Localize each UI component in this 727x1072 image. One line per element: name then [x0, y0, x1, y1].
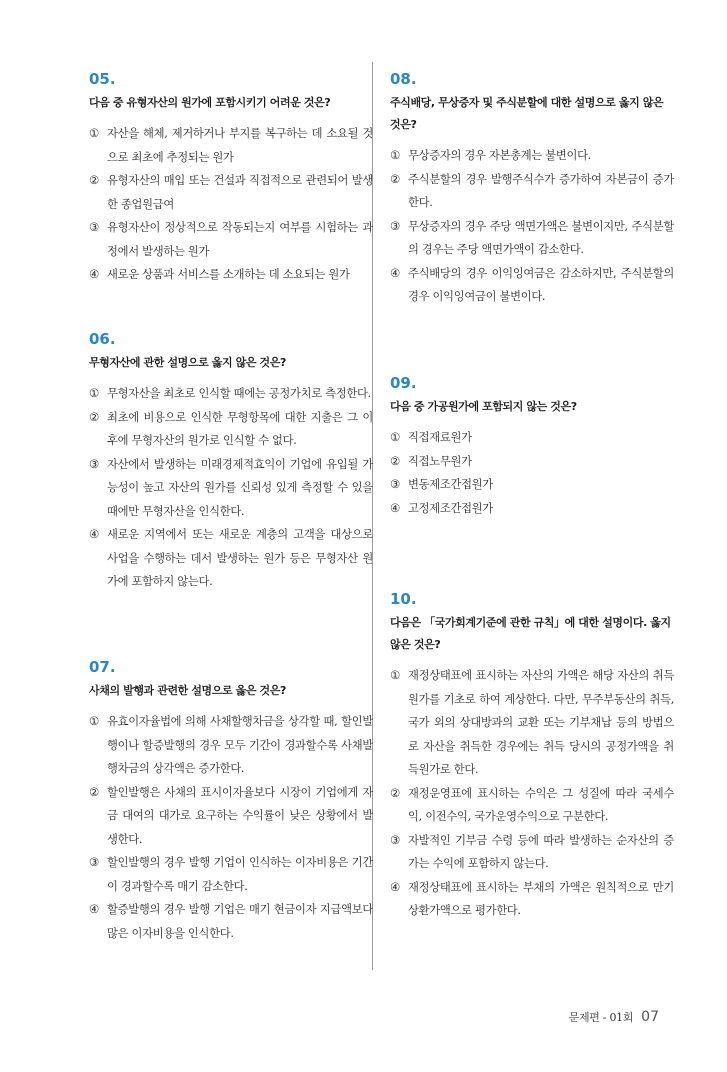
option-4	[89, 263, 373, 287]
option-3	[390, 215, 674, 262]
option-2	[390, 168, 674, 215]
option-number: ③	[89, 457, 99, 471]
option-text: 무상증자의 경우 자본총계는 불변이다.	[408, 149, 591, 162]
page-number: 07	[641, 1009, 659, 1025]
option-text: 유형자산의 매입 또는 건설과 직접적으로 관련되어 발생한 종업원급여	[107, 174, 373, 211]
question-09	[390, 374, 674, 520]
option-text: 주식배당의 경우 이익잉여금은 감소하지만, 주식분할의 경우 이익잉여금이 불변이다.	[408, 266, 674, 303]
question-number: 06.	[89, 330, 116, 348]
option-text: 무형자산을 최초로 인식할 때에는 공정가치로 측정한다.	[107, 387, 371, 400]
question-title: 다음 중 유형자산의 원가에 포함시키기 어려운 것은?	[89, 96, 331, 109]
option-number: ①	[390, 431, 400, 444]
option-text: 유형자산이 정상적으로 작동되는지 여부를 시험하는 과정에서 발생하는 원가	[107, 221, 373, 258]
option-number: ④	[89, 903, 99, 916]
option-number: ③	[390, 219, 400, 233]
option-2	[89, 781, 373, 852]
question-08	[390, 70, 674, 309]
option-4	[89, 898, 373, 945]
option-text: 자발적인 기부금 수령 등에 따라 발생하는 순자산의 증가는 수익에 포함하지 않는다.	[408, 833, 674, 870]
option-number: ①	[390, 149, 400, 162]
question-title: 다음은 「국가회계기준에 관한 규칙」에 대한 설명이다. 옳지 않은 것은?	[390, 616, 671, 651]
option-1	[390, 664, 674, 782]
option-number: ④	[390, 501, 400, 515]
question-number: 10.	[390, 590, 417, 608]
question-title: 사채의 발행과 관련한 설명으로 옳은 것은?	[89, 684, 286, 697]
page-footer	[569, 1009, 659, 1025]
option-text: 자산을 해체, 제거하거나 부지를 복구하는 데 소요될 것으로 최초에 추정되는 원가	[107, 127, 373, 164]
option-number: ①	[89, 127, 99, 140]
option-2	[390, 450, 674, 474]
option-1	[89, 710, 373, 781]
option-1	[390, 144, 674, 168]
option-number: ①	[89, 715, 99, 728]
option-3	[89, 216, 373, 263]
option-3	[390, 829, 674, 876]
option-number: ②	[390, 786, 400, 800]
option-text: 유효이자율법에 의해 사채할행차금을 상각할 때, 할인발행이나 할증발행의 경우 모두 기간이 경과할수록 사채발행차금의 상각액은 증가한다.	[107, 715, 373, 775]
option-number: ③	[89, 221, 99, 234]
option-1	[89, 122, 373, 169]
question-title: 무형자산에 관한 설명으로 옳지 않은 것은?	[89, 356, 286, 369]
option-number: ③	[390, 833, 400, 847]
question-title: 다음 중 가공원가에 포함되지 않는 것은?	[390, 400, 577, 413]
option-text: 재정상태표에 표시하는 자산의 가액은 해당 자산의 취득원가를 기초로 하여 계상한다. 다만, 무주부동산의 취득, 국가 외의 상대방과의 교환 또는 기부채납 등의 방법으로 자산을 취득한 경우에는 취득 당시의 공정가액을 취득원가로 한다.	[408, 669, 674, 776]
option-1	[89, 382, 373, 406]
option-4	[390, 497, 674, 521]
option-text: 무상증자의 경우 주당 액면가액은 불변이지만, 주식분할의 경우는 주당 액면가액이 감소한다.	[408, 219, 674, 256]
option-3	[89, 453, 373, 524]
option-text: 새로운 지역에서 또는 새로운 계층의 고객을 대상으로 사업을 수행하는 데서 발생하는 원가 등은 무형자산 원가에 포함하지 않는다.	[107, 528, 373, 588]
option-text: 변동제조간접원가	[408, 478, 493, 491]
footer-section-label: 문제편 - 01회	[568, 1011, 634, 1024]
question-06	[89, 330, 373, 594]
option-number: ②	[89, 410, 99, 424]
option-number: ④	[89, 528, 99, 541]
question-05	[89, 70, 373, 287]
option-text: 주식분할의 경우 발행주식수가 증가하여 자본금이 증가한다.	[408, 172, 674, 209]
option-number: ②	[390, 172, 400, 186]
option-text: 재정운영표에 표시하는 수익은 그 성질에 따라 국세수익, 이전수익, 국가운영수익으로 구분한다.	[408, 786, 674, 823]
question-number: 05.	[89, 70, 116, 88]
question-number: 07.	[89, 658, 116, 676]
option-2	[390, 782, 674, 829]
option-number: ①	[89, 387, 99, 400]
option-text: 할인발행은 사채의 표시이자율보다 시장이 기업에게 자금 대여의 대가로 요구하는 수익률이 낮은 상황에서 발생한다.	[107, 785, 373, 846]
option-text: 재정상태표에 표시하는 부채의 가액은 원칙적으로 만기상환가액으로 평가한다.	[408, 880, 674, 917]
option-4	[89, 523, 373, 594]
question-10	[390, 590, 674, 923]
question-title: 주식배당, 무상증자 및 주식분할에 대한 설명으로 옳지 않은 것은?	[390, 96, 664, 131]
option-2	[89, 406, 373, 453]
option-text: 최초에 비용으로 인식한 무형항목에 대한 지출은 그 이후에 무형자산의 원가로 인식할 수 없다.	[107, 410, 373, 447]
option-text: 직접노무원가	[408, 454, 472, 468]
option-text: 자산에서 발생하는 미래경제적효익이 기업에 유입될 가능성이 높고 자산의 원가를 신뢰성 있게 측정할 수 있을 때에만 무형자산을 인식한다.	[107, 457, 373, 518]
option-number: ①	[390, 669, 400, 682]
option-text: 고정제조간접원가	[408, 501, 493, 515]
option-number: ③	[390, 478, 400, 491]
question-number: 09.	[390, 374, 417, 392]
option-number: ③	[89, 856, 99, 869]
option-number: ④	[89, 268, 99, 281]
option-number: ②	[89, 785, 99, 799]
option-4	[390, 262, 674, 309]
option-number: ②	[89, 174, 99, 187]
option-text: 할인발행의 경우 발행 기업이 인식하는 이자비용은 기간이 경과할수록 매기 감소한다.	[107, 856, 373, 893]
option-1	[390, 426, 674, 450]
option-2	[89, 169, 373, 216]
option-number: ②	[390, 454, 400, 468]
option-number: ④	[390, 266, 400, 280]
option-4	[390, 876, 674, 923]
option-3	[390, 473, 674, 497]
option-text: 직접재료원가	[408, 431, 472, 444]
option-text: 새로운 상품과 서비스를 소개하는 데 소요되는 원가	[107, 268, 350, 281]
option-number: ④	[390, 880, 400, 894]
option-text: 할증발행의 경우 발행 기업은 매기 현금이자 지급액보다 많은 이자비용을 인식한다.	[107, 903, 373, 940]
question-07	[89, 658, 373, 945]
question-number: 08.	[390, 70, 417, 88]
option-3	[89, 851, 373, 898]
